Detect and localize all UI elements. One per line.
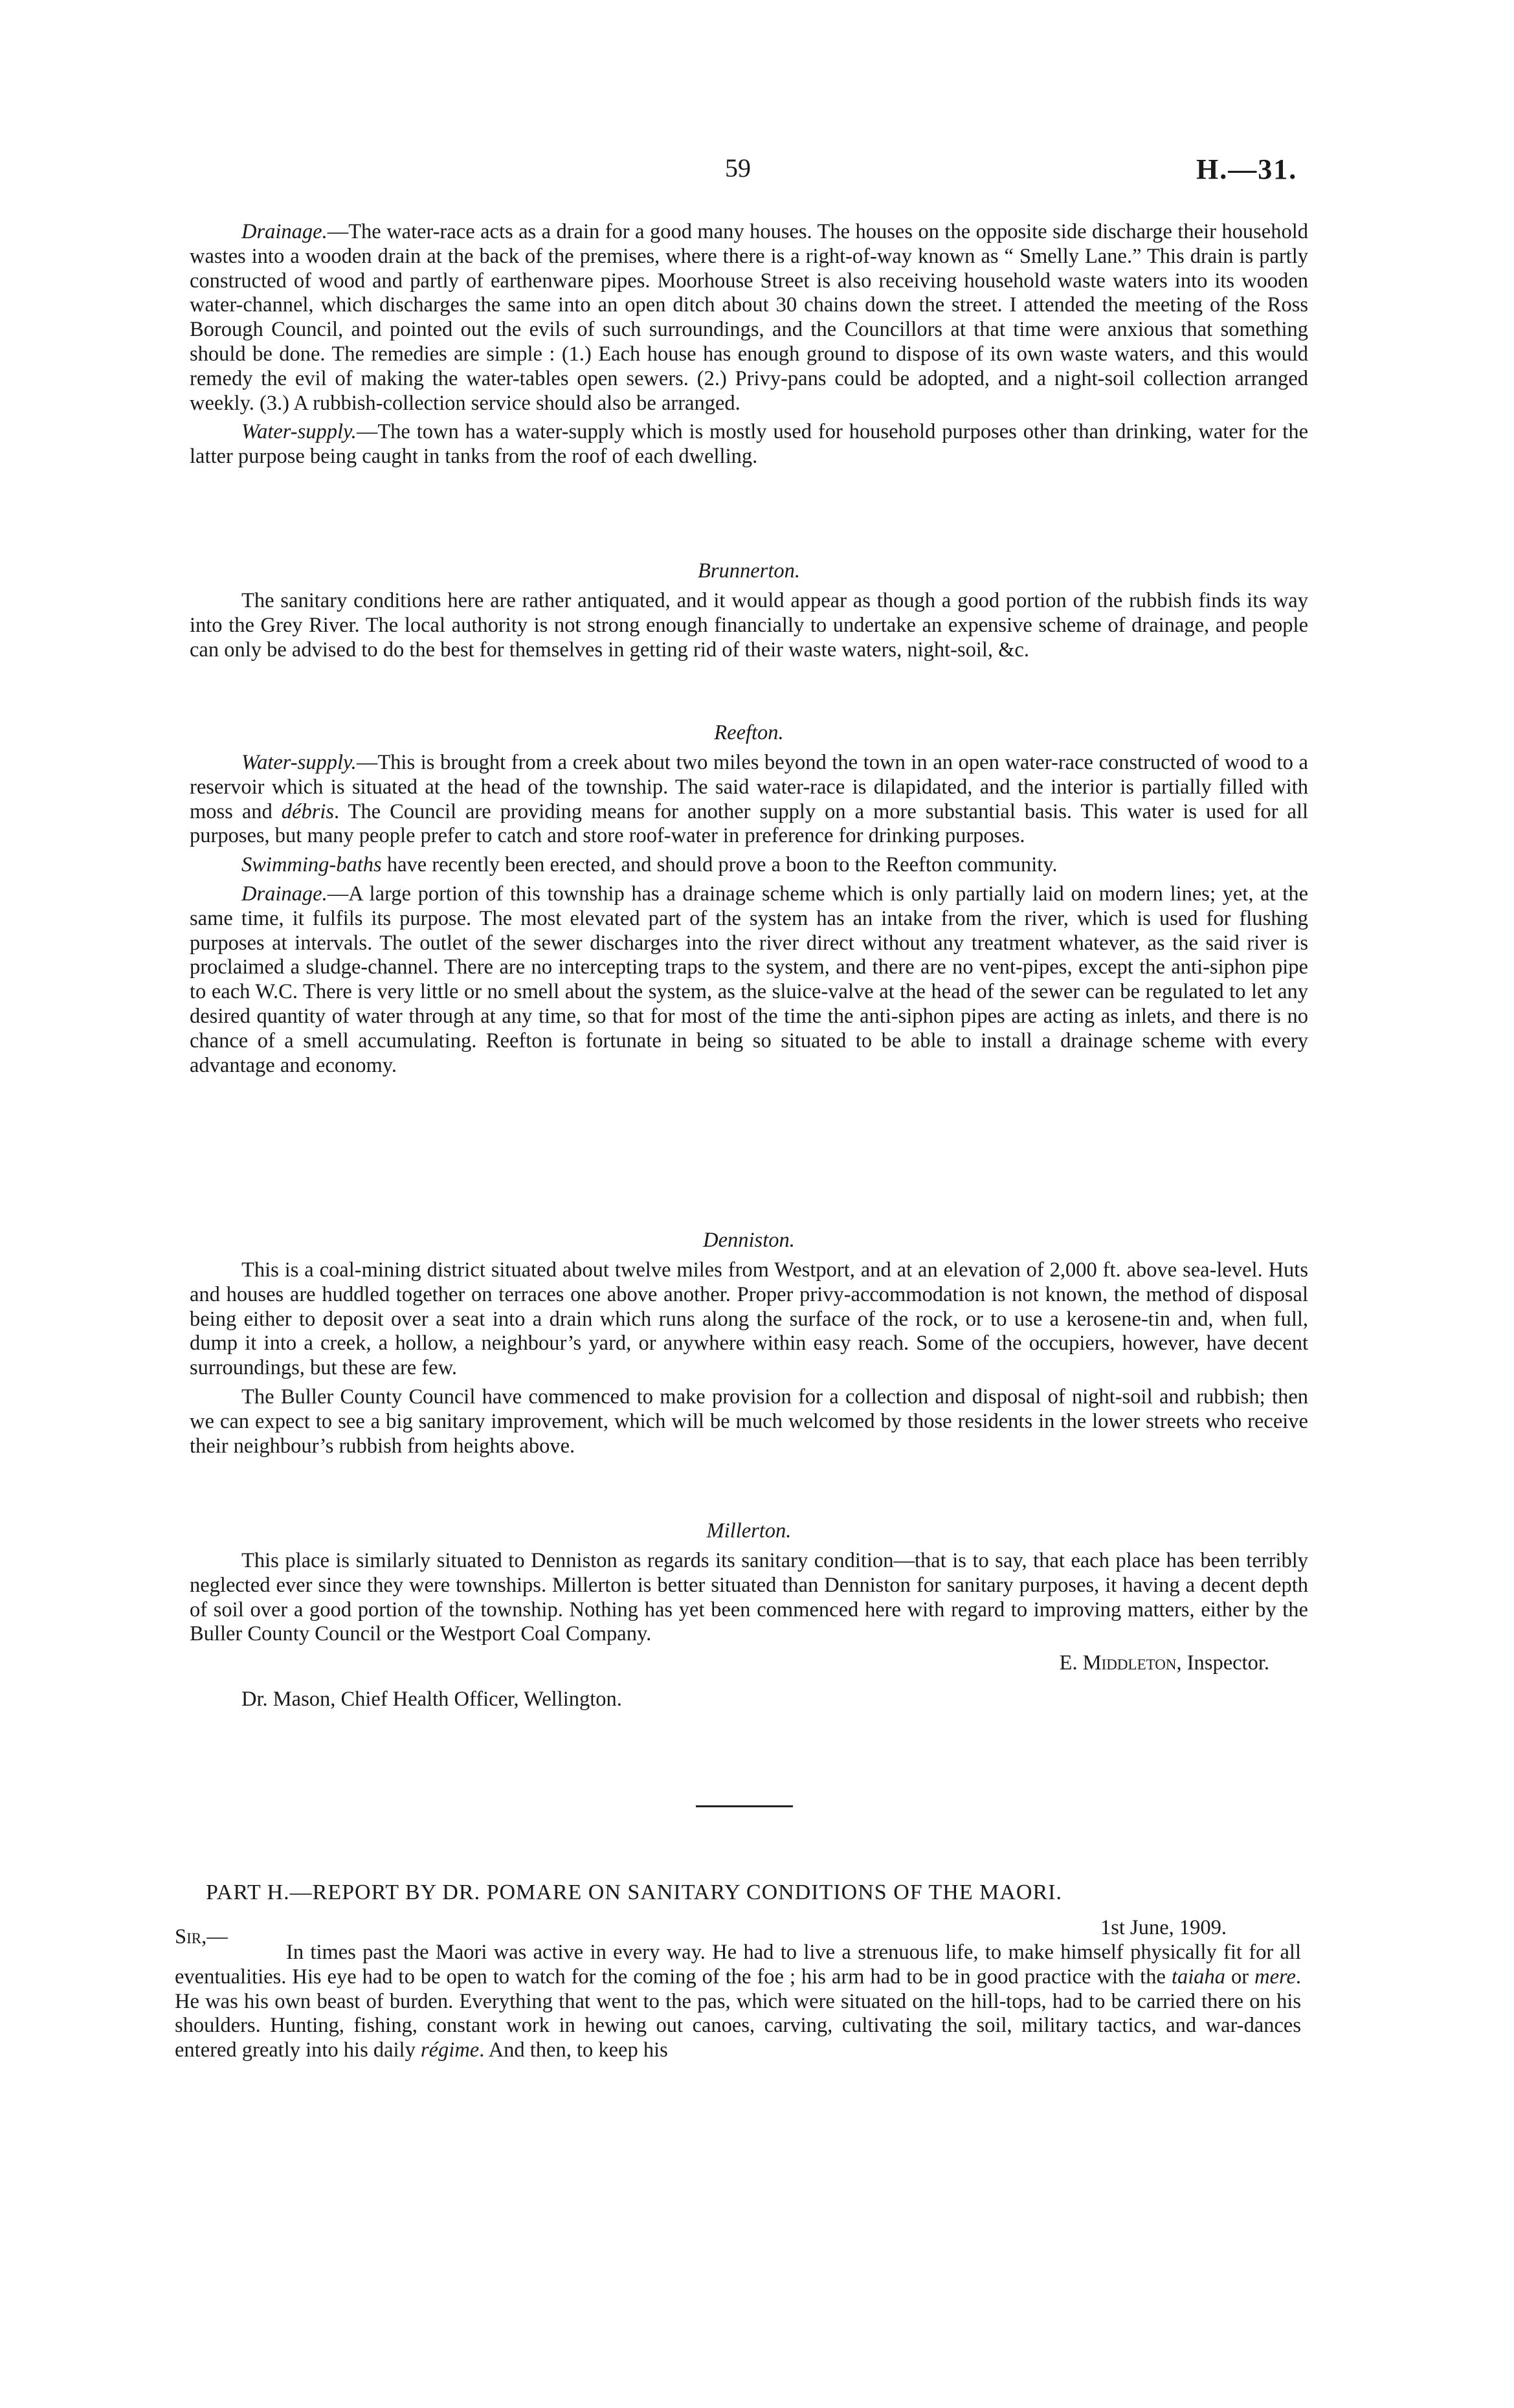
salutation: Sir,— bbox=[175, 1925, 228, 1948]
page-number: 59 bbox=[725, 153, 751, 183]
letter-body bbox=[175, 1941, 1301, 2063]
signature: E. Middleton, Inspector. bbox=[1059, 1651, 1269, 1675]
brunnerton-heading: Brunnerton. bbox=[698, 559, 800, 583]
ross-drainage-paragraph: Drainage.—The water-race acts as a drain for a good many houses. The houses on the opposite side discharge their household wastes into a wooden drain at the back of the premises, where there is a right-of-way known as “ Smelly Lane.” This drain is partly constructed of wood and partly of earthenware pipes. Moorhouse Street is also receiving household waste waters into its wooden water-channel, which discharges the same into an open ditch about 30 chains down the street. I attended the meeting of the Ross Borough Council, and pointed out the evils of such surroundings, and the Councillors at that time were anxious that something should be done. The remedies are simple : (1.) Each house has enough ground to dispose of its own waste waters, and this would remedy the evil of making the water-tables open sewers. (2.) Privy-pans could be adopted, and a night-soil collection arranged weekly. (3.) A rubbish-collection service should also be arranged. bbox=[190, 220, 1308, 415]
part-h-title: PART H.—REPORT BY DR. POMARE ON SANITARY CONDITIONS OF THE MAORI. bbox=[206, 1880, 1062, 1904]
reefton-water-supply-paragraph: Water-supply.—This is brought from a creek about two miles beyond the town in an open water-race constructed of wood to a reservoir which is situated at the head of the township. The said water-race is dilapidated, and the interior is partially filled with moss and débris. The Council are providing means for another supply on a more substantial basis. This water is used for all purposes, but many people prefer to catch and store roof-water in preference for drinking purposes. bbox=[190, 751, 1309, 848]
millerton-paragraph: This place is similarly situated to Denniston as regards its sanitary condition—that is to say, that each place has been terribly neglected ever since they were townships. Millerton is better situated than Denniston for sanitary purposes, it having a decent depth of soil over a good portion of the township. Nothing has yet been commenced here with regard to improving matters, either by the Buller County Council or the Westport Coal Company. bbox=[190, 1549, 1308, 1646]
drainage-label: Drainage. bbox=[241, 220, 328, 243]
brunnerton-paragraph: The sanitary conditions here are rather antiquated, and it would appear as though a good portion of the rubbish finds its way into the Grey River. The local authority is not strong enough financially to undertake an expensive scheme of drainage, and people can only be advised to do the best for themselves in getting rid of their waste waters, night-soil, &c. bbox=[190, 589, 1308, 662]
letter-paragraph: In times past the Maori was active in every way. He had to live a strenuous life, to make himself physically fit for all eventualities. His eye had to be open to watch for the coming of the foe ; his arm had to be in good practice with the taiaha or mere. He was his own beast of burden. Everything that went to the pas, which were situated on the hill-tops, had to be carried there on his shoulders. Hunting, fishing, constant work in hewing out canoes, carving, cultivating the soil, military tactics, and war-dances entered greatly into his daily régime. And then, to keep his bbox=[175, 1941, 1302, 2062]
denniston-section bbox=[190, 1227, 1308, 1458]
section-divider bbox=[696, 1805, 793, 1807]
reefton-baths-paragraph: Swimming-baths have recently been erected, and should prove a boon to the Reefton community. bbox=[241, 853, 1058, 877]
millerton-section bbox=[190, 1518, 1308, 1712]
ross-water-supply-paragraph: Water-supply.—The town has a water-supply which is mostly used for household purposes other than drinking, water for the latter purpose being caught in tanks from the roof of each dwelling. bbox=[190, 420, 1308, 469]
denniston-heading: Denniston. bbox=[703, 1229, 795, 1252]
report-body bbox=[190, 220, 1308, 469]
reefton-drainage-paragraph: Drainage.—A large portion of this township has a drainage scheme which is only partially laid on modern lines; yet, at the same time, it fulfils its purpose. The most elevated part of the system has an intake from the river, which is used for flushing purposes at intervals. The outlet of the sewer discharges into the river direct without any treatment whatever, as the said river is proclaimed a sludge-channel. There are no intercepting traps to the system, and there are no vent-pipes, except the anti-siphon pipe to each W.C. There is very little or no smell about the system, as the sluice-valve at the head of the sewer can be regulated to let any desired quantity of water through at any time, so that for most of the time the anti-siphon pipes are acting as inlets, and there is no chance of a smell accumulating. Reefton is fortunate in being so situated to be able to install a drainage scheme with every advantage and economy. bbox=[190, 882, 1308, 1077]
denniston-paragraph-2: The Buller County Council have commenced to make provision for a collection and disposal of night-soil and rubbish; then we can expect to see a big sanitary improvement, which will be much welcomed by those residents in the lower streets who receive their neighbour’s rubbish from heights above. bbox=[190, 1385, 1308, 1458]
water-supply-label: Water-supply. bbox=[241, 420, 357, 444]
addressee: Dr. Mason, Chief Health Officer, Wellington. bbox=[241, 1687, 622, 1711]
document-reference: H.—31. bbox=[1196, 153, 1298, 185]
brunnerton-section bbox=[190, 558, 1308, 662]
letter-date: 1st June, 1909. bbox=[1100, 1916, 1227, 1939]
millerton-heading: Millerton. bbox=[706, 1519, 792, 1543]
inspector-name: E. Middleton bbox=[1059, 1651, 1177, 1675]
denniston-paragraph-1: This is a coal-mining district situated about twelve miles from Westport, and at an elevation of 2,000 ft. above sea-level. Huts and houses are huddled together on terraces one above another. Proper privy-accommodation is not known, the method of disposal being either to deposit over a seat into a drain which runs along the surface of the rock, or to use a kerosene-tin and, when full, dump it into a creek, a hollow, a neighbour’s yard, or anywhere within easy reach. Some of the occupiers, however, have decent surroundings, but these are few. bbox=[190, 1258, 1308, 1380]
reefton-heading: Reefton. bbox=[714, 721, 784, 744]
reefton-section bbox=[190, 720, 1308, 1078]
